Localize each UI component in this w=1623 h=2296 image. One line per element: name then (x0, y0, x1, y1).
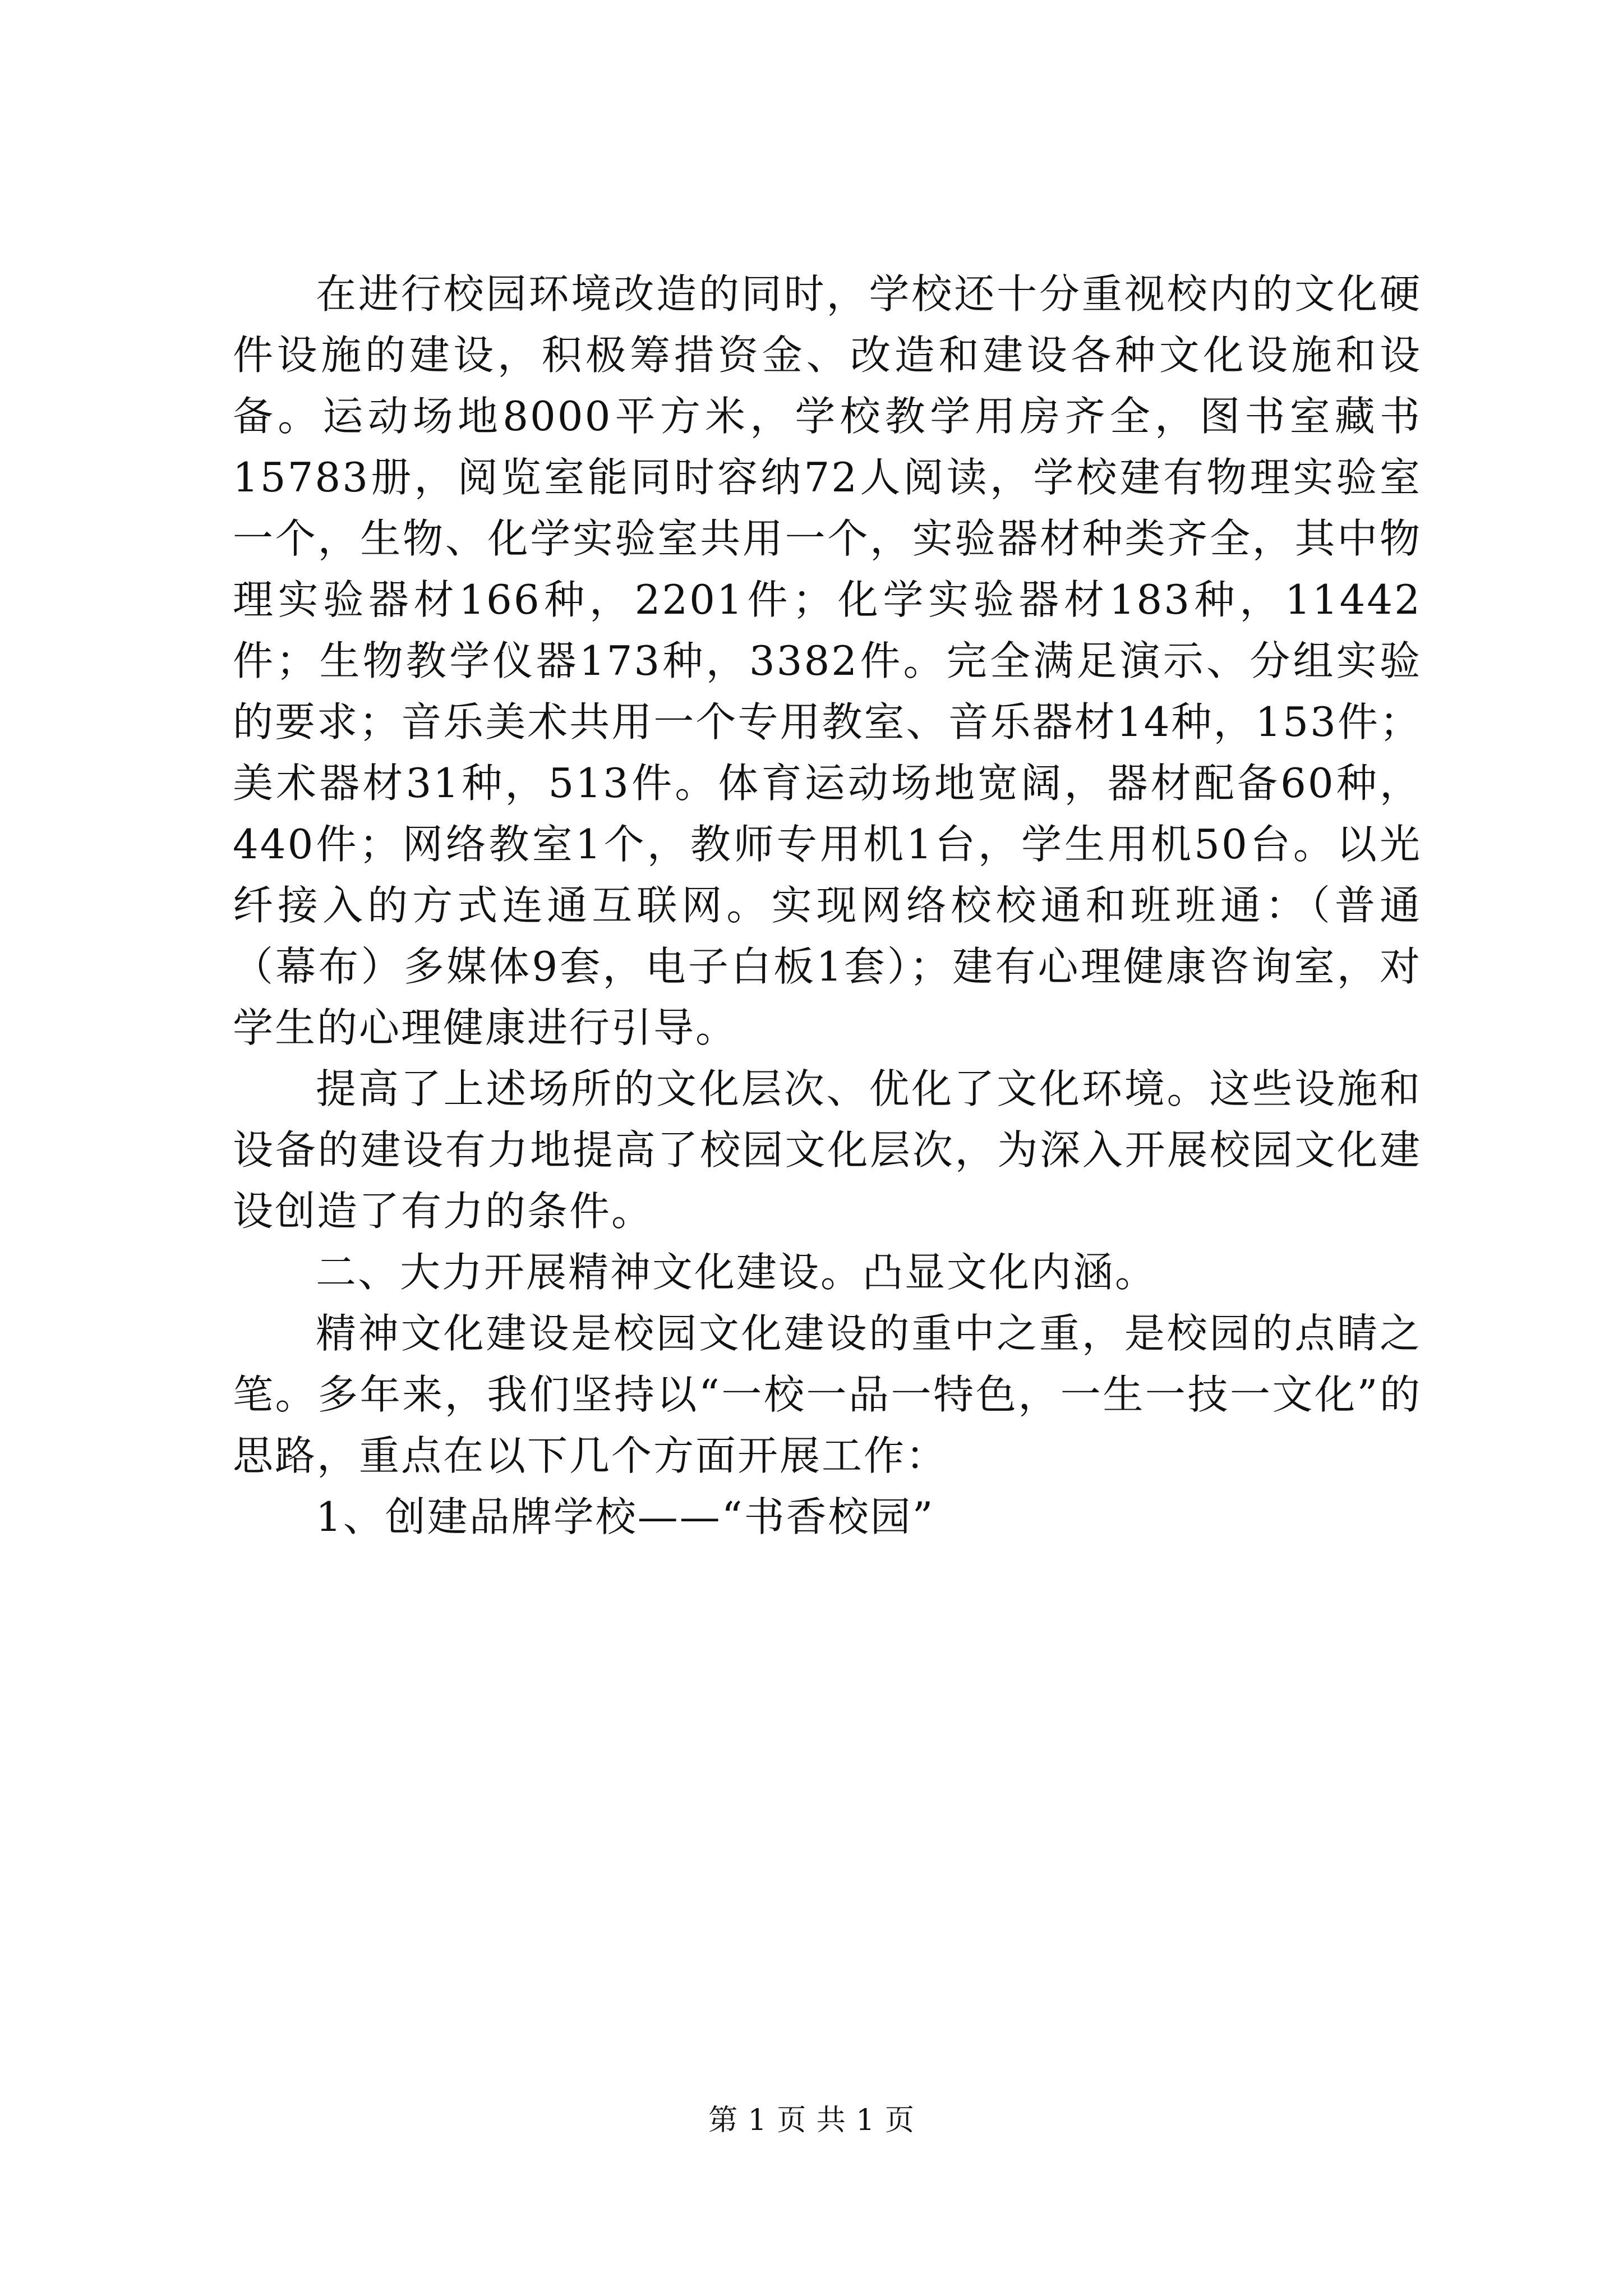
subheading-brand-school: 1、创建品牌学校——“书香校园” (316, 1493, 935, 1540)
section-heading-spirit-culture: 二、大力开展精神文化建设。凸显文化内涵。 (316, 1249, 1158, 1296)
document-body (233, 264, 1422, 1548)
paragraph-facilities: 在进行校园环境改造的同时，学校还十分重视校内的文化硬件设施的建设，积极筹措资金、改造和建设各种文化设施和设备。运动场地8000平方米，学校教学用房齐全，图书室藏书15783册，阅览室能同时容纳72人阅读，学校建有物理实验室一个，生物、化学实验室共用一个，实验器材种类齐全，其中物理实验器材166种，2201件；化学实验器材183种，11442件；生物教学仪器173种，3382件。完全满足演示、分组实验的要求；音乐美术共用一个专用教室、音乐器材14种，153件；美术器材31种，513件。体育运动场地宽阔，器材配备60种，440件；网络教室1个，教师专用机1台，学生用机50台。以光纤接入的方式连通互联网。实现网络校校通和班班通：（普通（幕布）多媒体9套，电子白板1套）；建有心理健康咨询室，对学生的心理健康进行引导。 (233, 270, 1422, 1051)
page-footer: 第 1 页 共 1 页 (708, 2104, 915, 2137)
paragraph-culture-level: 提高了上述场所的文化层次、优化了文化环境。这些设施和设备的建设有力地提高了校园文化层次，为深入开展校园文化建设创造了有力的条件。 (233, 1065, 1422, 1235)
paragraph-spirit-culture: 精神文化建设是校园文化建设的重中之重，是校园的点睛之笔。多年来，我们坚持以“一校一品一特色，一生一技一文化”的思路，重点在以下几个方面开展工作： (233, 1310, 1422, 1479)
